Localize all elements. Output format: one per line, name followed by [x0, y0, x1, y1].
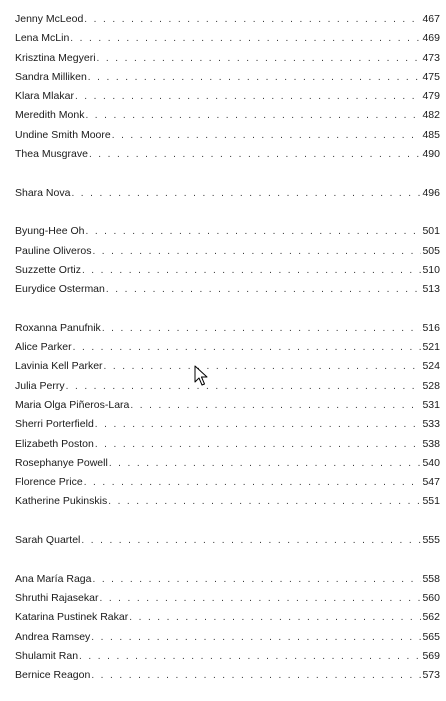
index-entry [15, 184, 440, 203]
entry-page-number: 469 [422, 32, 440, 45]
dot-leader [95, 435, 422, 454]
index-entry [15, 570, 440, 589]
index-entry [15, 666, 440, 685]
entry-page-number: 569 [422, 649, 440, 662]
index-entry [15, 106, 440, 125]
entry-name: Shruthi Rajasekar [15, 591, 99, 604]
index-entry [15, 29, 440, 48]
entry-page-number: 524 [422, 360, 440, 373]
entry-name: Lena McLin [15, 32, 70, 45]
dot-leader [91, 666, 421, 685]
entry-name: Sherri Porterfield [15, 418, 94, 431]
entry-page-number: 485 [422, 128, 440, 141]
entry-name: Krisztina Megyeri [15, 51, 96, 64]
entry-page-number: 467 [422, 13, 440, 25]
entry-name: Jenny McLeod [15, 13, 84, 25]
dot-leader [85, 222, 421, 241]
index-entry [15, 608, 440, 627]
entry-name: Ana María Raga [15, 572, 92, 585]
entry-page-number: 551 [422, 495, 440, 508]
dot-leader [109, 454, 422, 473]
entry-name: Maria Olga Piñeros-Lara [15, 398, 130, 411]
dot-leader [99, 589, 421, 608]
index-entry [15, 628, 440, 647]
dot-leader [112, 126, 422, 145]
dot-leader [71, 184, 421, 203]
entry-page-number: 513 [422, 283, 440, 296]
dot-leader [129, 608, 421, 627]
index-entry [15, 454, 440, 473]
entry-page-number: 516 [422, 321, 440, 334]
entry-page-number: 505 [422, 244, 440, 257]
dot-leader [81, 531, 421, 550]
index-entry [15, 319, 440, 338]
entry-page-number: 479 [422, 90, 440, 103]
index-group [15, 222, 440, 299]
entry-name: Klara Mlakar [15, 90, 74, 103]
entry-page-number: 521 [422, 341, 440, 354]
index-group [15, 531, 440, 550]
entry-name: Sarah Quartel [15, 534, 81, 547]
index-entry [15, 280, 440, 299]
dot-leader [102, 319, 422, 338]
index-group [15, 10, 440, 164]
entry-name: Sandra Milliken [15, 70, 87, 83]
dot-leader [92, 570, 421, 589]
index-entry [15, 492, 440, 511]
entry-page-number: 496 [422, 186, 440, 199]
dot-leader [82, 261, 422, 280]
entry-name: Eurydice Osterman [15, 283, 105, 296]
dot-leader [92, 242, 421, 261]
dot-leader [91, 628, 421, 647]
entry-page-number: 475 [422, 70, 440, 83]
entry-name: Julia Perry [15, 379, 65, 392]
index-entry [15, 222, 440, 241]
entry-page-number: 547 [422, 476, 440, 489]
entry-page-number: 540 [422, 456, 440, 469]
entry-page-number: 490 [422, 148, 440, 161]
index-entry [15, 261, 440, 280]
entry-page-number: 531 [422, 398, 440, 411]
index-entry [15, 647, 440, 666]
entry-name: Bernice Reagon [15, 669, 91, 682]
index-entry [15, 87, 440, 106]
entry-page-number: 482 [422, 109, 440, 122]
dot-leader [97, 49, 422, 68]
entry-name: Shara Nova [15, 186, 71, 199]
entry-page-number: 562 [422, 611, 440, 624]
dot-leader [66, 377, 422, 396]
index-entry [15, 589, 440, 608]
index-group [15, 319, 440, 512]
entry-page-number: 573 [422, 669, 440, 682]
dot-leader [130, 396, 421, 415]
dot-leader [108, 492, 421, 511]
index-entry [15, 145, 440, 164]
entry-page-number: 555 [422, 534, 440, 547]
dot-leader [75, 87, 422, 106]
entry-page-number: 501 [422, 225, 440, 238]
index-entry [15, 242, 440, 261]
dot-leader [89, 145, 422, 164]
dot-leader [73, 338, 422, 357]
entry-name: Roxanna Panufnik [15, 321, 101, 334]
entry-name: Meredith Monk [15, 109, 85, 122]
entry-name: Elizabeth Poston [15, 437, 94, 450]
entry-name: Byung-Hee Oh [15, 225, 85, 238]
entry-name: Shulamit Ran [15, 649, 79, 662]
table-of-contents [15, 10, 440, 685]
entry-name: Katherine Pukinskis [15, 495, 108, 508]
entry-name: Katarina Pustinek Rakar [15, 611, 129, 624]
index-entry [15, 357, 440, 376]
entry-name: Alice Parker [15, 341, 72, 354]
entry-name: Undine Smith Moore [15, 128, 111, 141]
dot-leader [95, 415, 422, 434]
entry-name: Suzzette Ortiz [15, 263, 81, 276]
entry-name: Thea Musgrave [15, 148, 88, 161]
index-entry [15, 68, 440, 87]
entry-name: Rosephanye Powell [15, 456, 108, 469]
index-entry [15, 10, 440, 29]
entry-page-number: 565 [422, 630, 440, 643]
index-entry [15, 338, 440, 357]
entry-name: Lavinia Kell Parker [15, 360, 103, 373]
index-entry [15, 126, 440, 145]
entry-page-number: 560 [422, 591, 440, 604]
entry-page-number: 558 [422, 572, 440, 585]
index-entry [15, 415, 440, 434]
dot-leader [88, 68, 422, 87]
dot-leader [79, 647, 421, 666]
index-entry [15, 396, 440, 415]
dot-leader [104, 357, 422, 376]
dot-leader [106, 280, 422, 299]
index-entry [15, 377, 440, 396]
entry-page-number: 510 [422, 263, 440, 276]
index-entry [15, 531, 440, 550]
mouse-pointer-icon [194, 365, 208, 387]
entry-page-number: 533 [422, 418, 440, 431]
dot-leader [84, 473, 422, 492]
dot-leader [84, 10, 421, 29]
index-group [15, 184, 440, 203]
dot-leader [70, 29, 421, 48]
index-entry [15, 435, 440, 454]
entry-page-number: 538 [422, 437, 440, 450]
entry-name: Pauline Oliveros [15, 244, 92, 257]
entry-name: Florence Price [15, 476, 83, 489]
entry-name: Andrea Ramsey [15, 630, 91, 643]
entry-page-number: 528 [422, 379, 440, 392]
index-entry [15, 49, 440, 68]
dot-leader [85, 106, 421, 125]
index-group [15, 570, 440, 686]
entry-page-number: 473 [422, 51, 440, 64]
index-entry [15, 473, 440, 492]
